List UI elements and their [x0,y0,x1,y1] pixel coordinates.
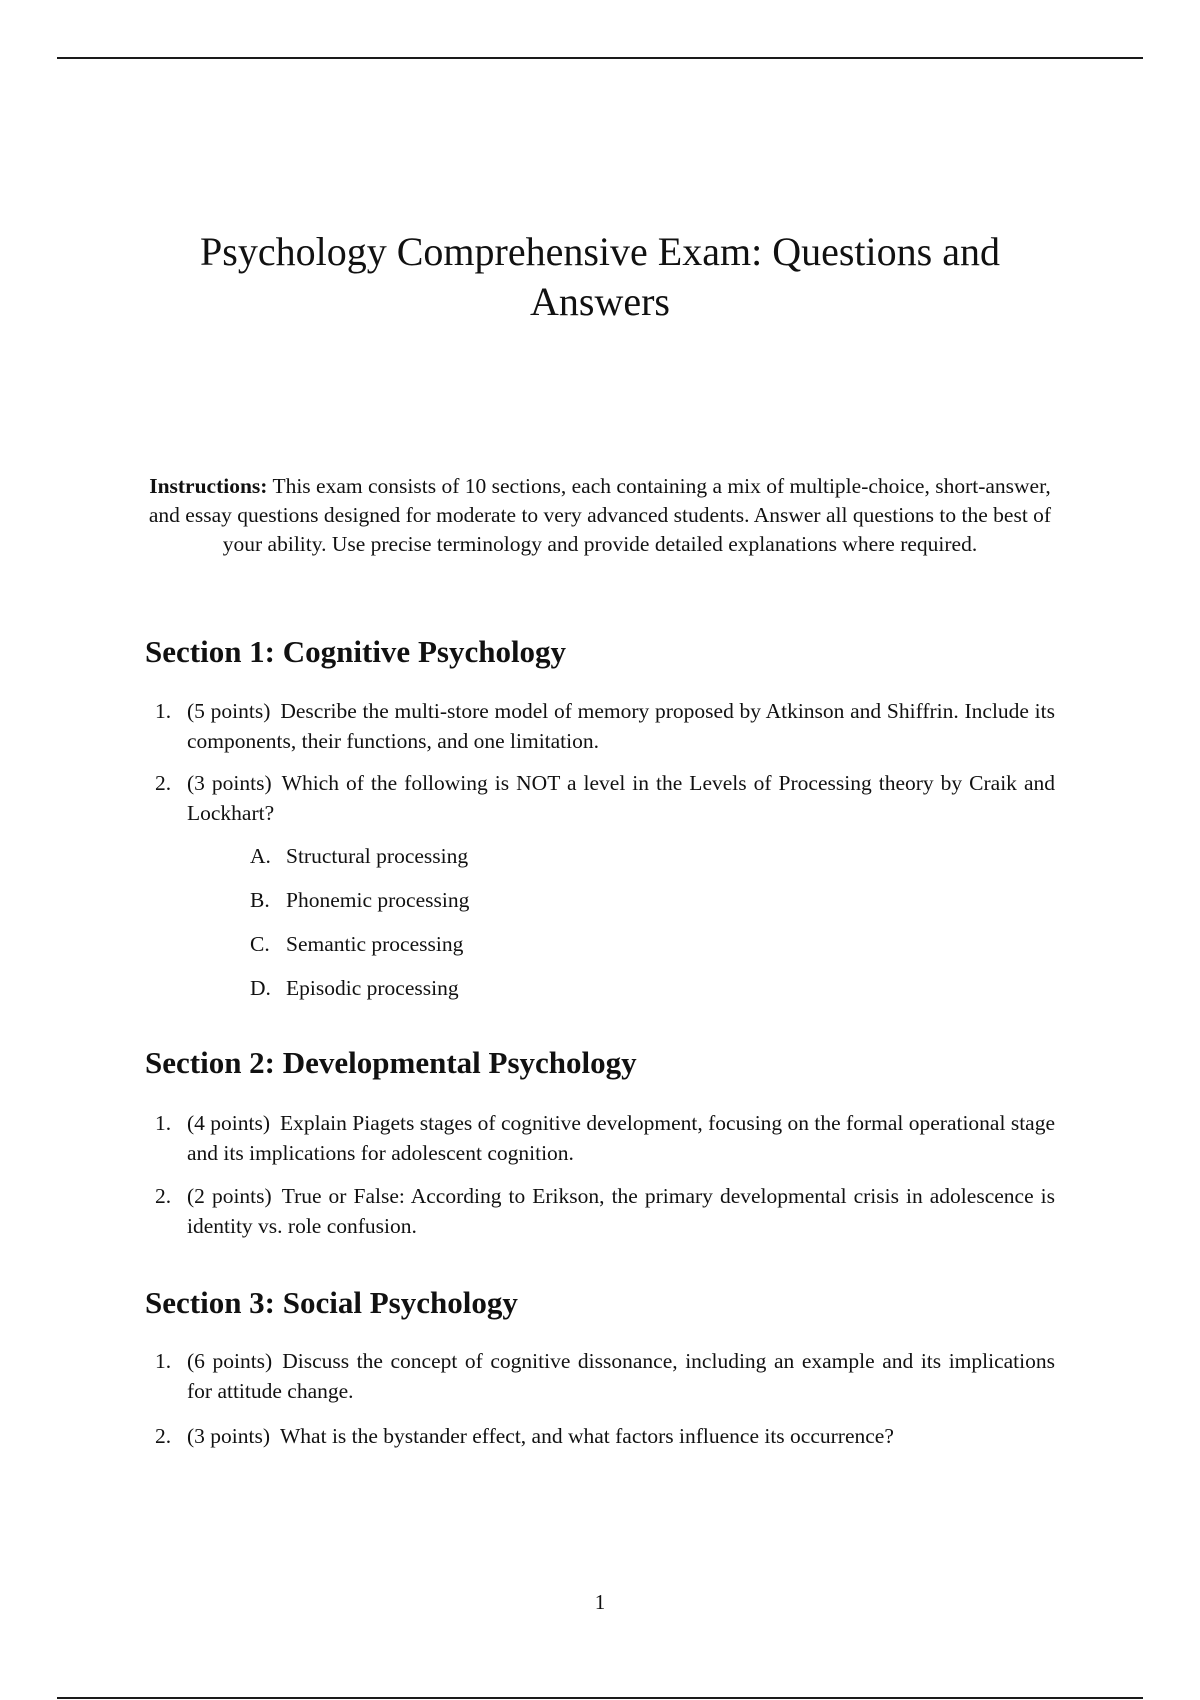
question-number: 1. [155,1349,172,1373]
question-text: Describe the multi-store model of memory proposed by Atkinson and Shiffrin. Include its components, their functions, and one limitation. [187,699,1055,753]
section-3-question-1 [155,1347,1055,1406]
section-2-question-2 [155,1182,1055,1241]
question-points: (5 points) [187,699,271,723]
instructions-label: Instructions: [149,474,268,498]
section-1-question-2 [155,769,1055,828]
question-points: (2 points) [187,1184,272,1208]
option-letter: B. [250,888,270,912]
section-1-question-1 [155,697,1055,756]
bottom-rule [57,1697,1143,1699]
option-d [250,974,459,1003]
question-number: 1. [155,1111,172,1135]
option-c [250,930,463,959]
question-number: 2. [155,1424,172,1448]
section-3-heading: Section 3: Social Psychology [145,1285,518,1320]
option-letter: C. [250,932,270,956]
section-2-heading: Section 2: Developmental Psychology [145,1045,637,1080]
option-text: Semantic processing [286,932,464,956]
option-b [250,886,469,915]
question-points: (3 points) [187,1424,271,1448]
question-points: (4 points) [187,1111,271,1135]
question-text: Which of the following is NOT a level in the Levels of Processing theory by Craik and Lockhart? [187,771,1055,825]
option-letter: A. [250,844,271,868]
question-text: Discuss the concept of cognitive dissonance, including an example and its implications for attitude change. [187,1349,1055,1403]
question-points: (6 points) [187,1349,273,1373]
option-text: Phonemic processing [286,888,470,912]
instructions-text: This exam consists of 10 sections, each containing a mix of multiple-choice, short-answer, and essay questions designed for moderate to very advanced students. Answer all questions to the best of your ability. Use precise terminology and provide detailed explanations where required. [148,474,1052,556]
question-text: What is the bystander effect, and what factors influence its occurrence? [280,1424,894,1448]
section-1-heading: Section 1: Cognitive Psychology [145,634,567,669]
instructions [145,472,1055,559]
question-points: (3 points) [187,771,272,795]
option-text: Structural processing [286,844,469,868]
top-rule [57,57,1143,59]
page-title: Psychology Comprehensive Exam: Questions and Answers [200,229,1000,324]
question-text: Explain Piagets stages of cognitive development, focusing on the formal operational stage and its implications for adolescent cognition. [187,1111,1056,1165]
section-2-question-1 [155,1109,1055,1168]
option-letter: D. [250,976,271,1000]
question-number: 2. [155,1184,172,1208]
question-number: 1. [155,699,172,723]
option-text: Episodic processing [286,976,459,1000]
question-number: 2. [155,771,172,795]
section-3-question-2 [155,1422,1055,1452]
question-text: True or False: According to Erikson, the primary developmental crisis in adolescence is identity vs. role confusion. [187,1184,1055,1238]
option-a [250,842,468,871]
page-number: 1 [594,1590,606,1614]
